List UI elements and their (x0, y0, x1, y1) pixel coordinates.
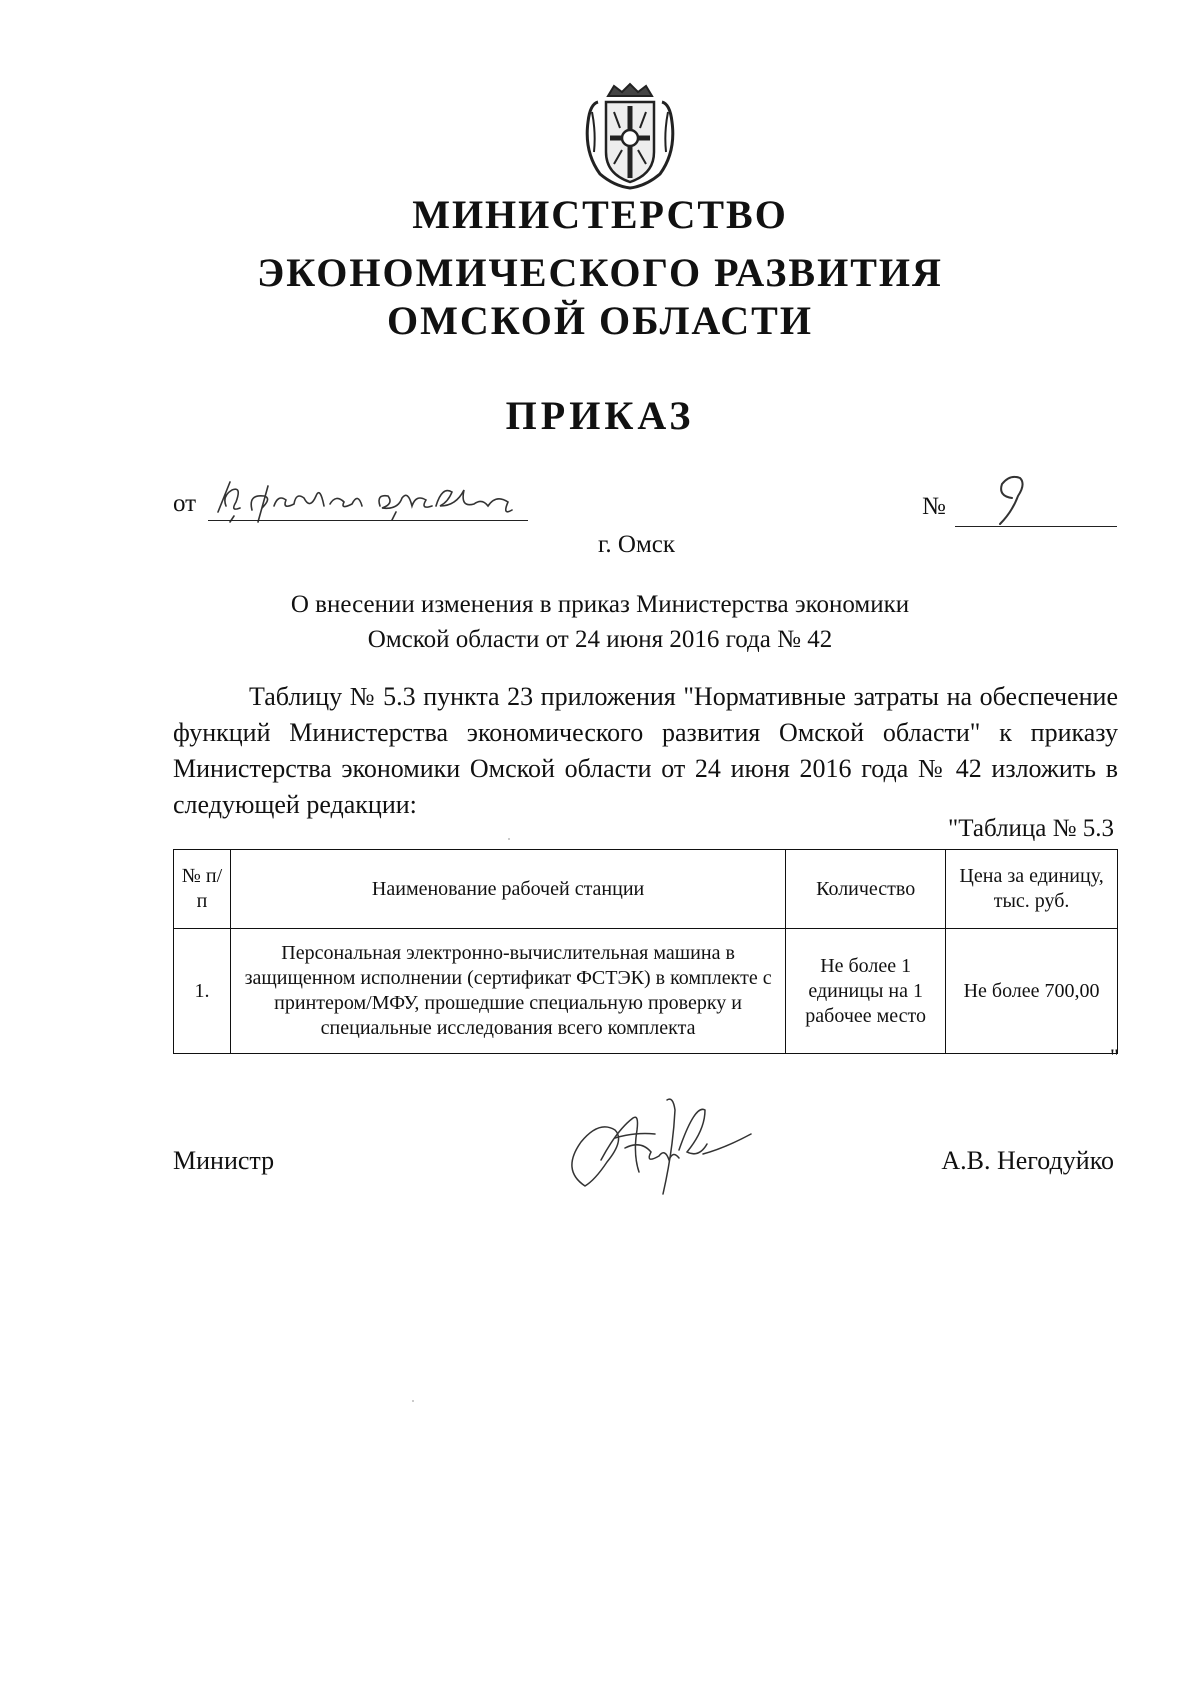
cell-price: Не более 700,00 (946, 929, 1118, 1054)
number-underline (955, 526, 1117, 527)
subject-line-1: О внесении изменения в приказ Министерства экономики (290, 591, 910, 618)
header-price: Цена за единицу, тыс. руб. (946, 850, 1118, 929)
date-underline (208, 520, 528, 521)
document-type-title: ПРИКАЗ (505, 393, 695, 438)
handwritten-signature (555, 1090, 765, 1205)
header-quantity: Количество (786, 850, 946, 929)
table-closing-quote: " (1110, 1044, 1119, 1069)
city: г. Омск (598, 531, 676, 558)
body-paragraph: Таблицу № 5.3 пункта 23 приложения "Нормативные затраты на обеспечение функций Министерства экономического развития Омской области" к приказу Министерства экономики Омской области от 24 июня 2016 года № 42 изложить в следующей редакции: (173, 682, 1118, 819)
cell-number: 1. (174, 929, 231, 1054)
table-caption: "Таблица № 5.3 (948, 815, 1114, 842)
cell-name: Персональная электронно-вычислительная машина в защищенном исполнении (сертификат ФСТЭК) в комплекте с принтером/МФУ, прошедшие специальную проверку и специальные исследования всего комплекта (230, 929, 785, 1054)
header-name: Наименование рабочей станции (230, 850, 785, 929)
date-prefix: от (173, 490, 197, 517)
ministry-name-line-2: ЭКОНОМИЧЕСКОГО РАЗВИТИЯ (257, 250, 943, 295)
number-label: № (922, 493, 946, 520)
table-row (174, 929, 1118, 1054)
scan-speck (412, 1400, 414, 1402)
workstation-table (173, 849, 1118, 1054)
header-number: № п/п (174, 850, 231, 929)
signatory-name: А.В. Негодуйко (941, 1146, 1114, 1175)
cell-quantity: Не более 1 единицы на 1 рабочее место (786, 929, 946, 1054)
signatory-title: Министр (173, 1146, 275, 1175)
ministry-name-line-1: МИНИСТЕРСТВО (412, 192, 788, 237)
handwritten-date (212, 476, 522, 524)
table-header-row (174, 850, 1118, 929)
handwritten-number (960, 468, 1070, 528)
coat-of-arms-emblem (578, 82, 682, 190)
subject-line-2: Омской области от 24 июня 2016 года № 42 (367, 626, 833, 653)
scan-speck (508, 838, 510, 840)
ministry-name-line-3: ОМСКОЙ ОБЛАСТИ (387, 298, 813, 343)
